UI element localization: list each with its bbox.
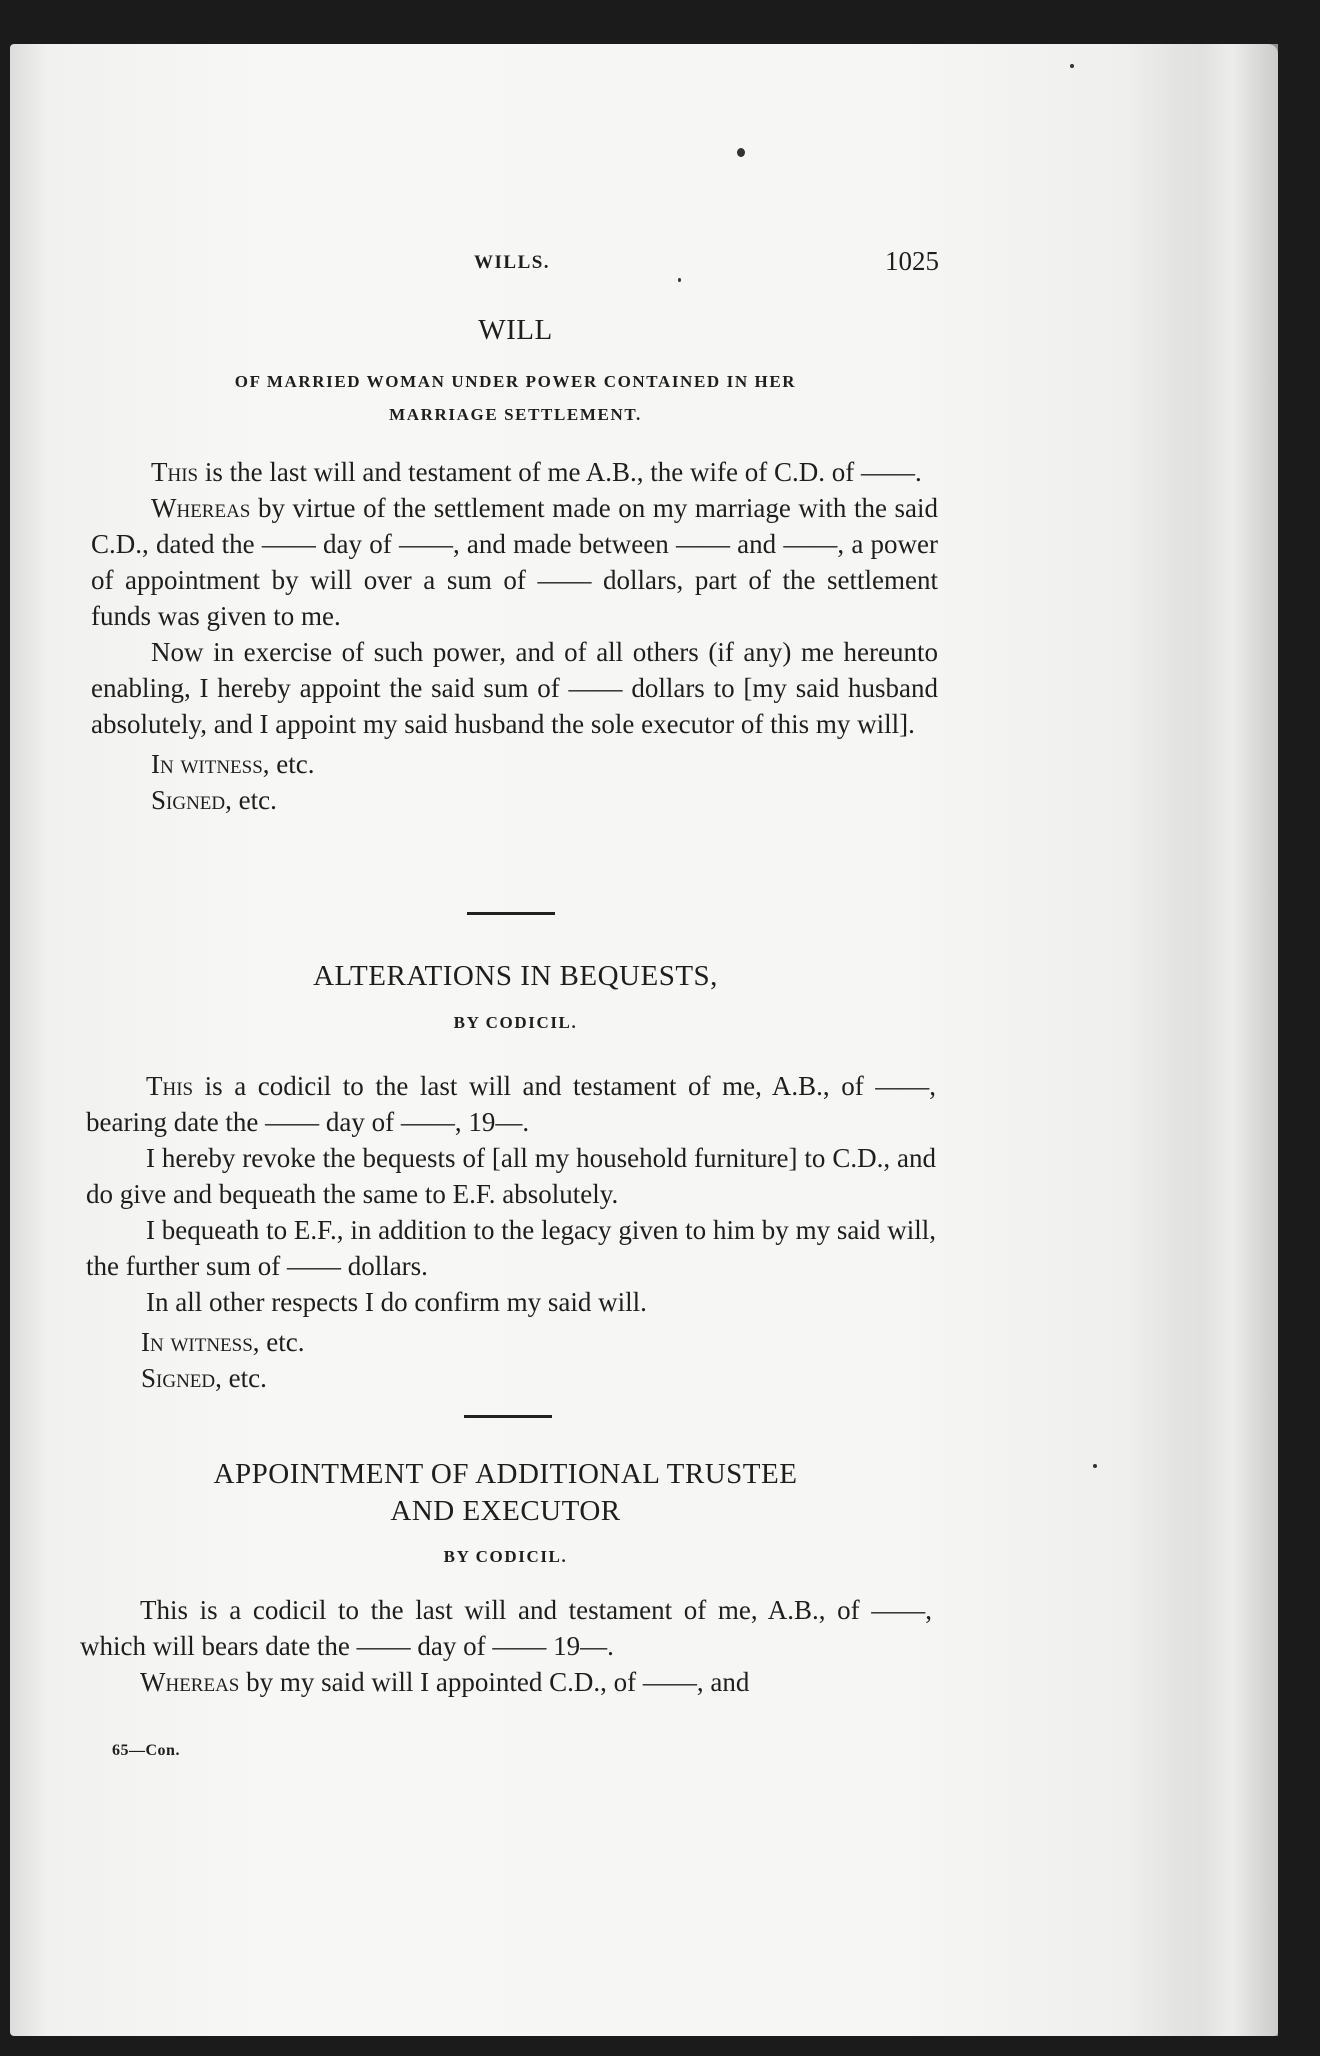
section-1-paragraph-2 (91, 490, 938, 634)
section-3-title-line-2: AND EXECUTOR (390, 1495, 621, 1527)
signed-tail: , etc. (215, 1363, 267, 1393)
paragraph-text: by my said will I appointed C.D., of ——, and (246, 1667, 750, 1697)
section-3-paragraph-2 (80, 1664, 932, 1700)
page-number: 1025 (885, 246, 939, 276)
paragraph-lead-word: This (146, 1071, 194, 1101)
signed-lead: Signed (141, 1363, 216, 1393)
paragraph-lead-word: Whereas (151, 493, 251, 523)
section-2-paragraph-1 (86, 1068, 936, 1140)
section-1-witness-line (151, 746, 938, 782)
footer-signature-mark: 65—Con. (112, 1742, 180, 1759)
section-2-body (86, 1068, 936, 1396)
section-1-title: WILL (478, 314, 553, 346)
section-1-paragraph-3 (91, 634, 938, 742)
dust-speck (737, 148, 745, 157)
section-2-paragraph-4 (86, 1284, 936, 1320)
signed-tail: , etc. (225, 785, 277, 815)
section-1-subtitle-line-1: OF MARRIED WOMAN UNDER POWER CONTAINED IN HER (234, 372, 797, 391)
section-3-subtitle: BY CODICIL. (443, 1547, 568, 1566)
section-2-paragraph-2 (86, 1140, 936, 1212)
paragraph-text: Now in exercise of such power, and of all others (if any) me hereunto enabling, I hereby appoint the said sum of —— dollars to [my said husband absolutely, and I appoint my said husband the sole executor of this my will]. (91, 637, 938, 739)
signed-lead: Signed (151, 785, 226, 815)
section-3-title-line-1: APPOINTMENT OF ADDITIONAL TRUSTEE (213, 1458, 798, 1490)
section-2-witness-line (141, 1324, 936, 1360)
running-head: WILLS. (474, 252, 551, 273)
section-2-subtitle: BY CODICIL. (453, 1013, 578, 1032)
section-1-paragraph-1 (91, 454, 938, 490)
section-3-paragraph-1 (80, 1592, 932, 1664)
section-divider-2 (464, 1415, 552, 1418)
paragraph-text: I hereby revoke the bequests of [all my household furniture] to C.D., and do give and bequeath the same to E.F. absolutely. (86, 1143, 936, 1209)
witness-tail: , etc. (252, 1327, 305, 1357)
paragraph-text: This is a codicil to the last will and testament of me, A.B., of ——, which will bears date the —— day of —— 19—. (80, 1595, 932, 1661)
section-3-body (80, 1592, 932, 1700)
section-1-signed-line (151, 782, 938, 818)
dust-speck (1093, 1464, 1097, 1468)
dust-speck (678, 278, 681, 282)
witness-lead: In witness (141, 1327, 253, 1357)
paragraph-text: is the last will and testament of me A.B., the wife of C.D. of ——. (204, 457, 922, 487)
section-1-body (91, 454, 938, 818)
witness-tail: , etc. (262, 749, 315, 779)
witness-lead: In witness (151, 749, 263, 779)
section-1-subtitle-line-2: MARRIAGE SETTLEMENT. (389, 405, 642, 424)
paragraph-lead-word: This (151, 457, 199, 487)
paragraph-lead-word: Whereas (140, 1667, 240, 1697)
dust-speck (1070, 64, 1074, 68)
section-2-signed-line (141, 1360, 936, 1396)
page-edge-shadow (1168, 44, 1278, 2036)
section-2-title: ALTERATIONS IN BEQUESTS, (313, 960, 718, 992)
section-divider-1 (467, 912, 555, 915)
paragraph-text: In all other respects I do confirm my said will. (146, 1287, 647, 1317)
paragraph-text: by virtue of the settlement made on my marriage with the said C.D., dated the —— day of ——, and made between —— and ——, a power of appointment by will over a sum of —— dollars, part of the settlement funds was given to me. (91, 493, 939, 631)
paragraph-text: I bequeath to E.F., in addition to the legacy given to him by my said will, the further sum of —— dollars. (86, 1215, 936, 1281)
section-2-paragraph-3 (86, 1212, 936, 1284)
paragraph-text: is a codicil to the last will and testament of me, A.B., of ——, bearing date the —— day of ——, 19—. (86, 1071, 937, 1137)
